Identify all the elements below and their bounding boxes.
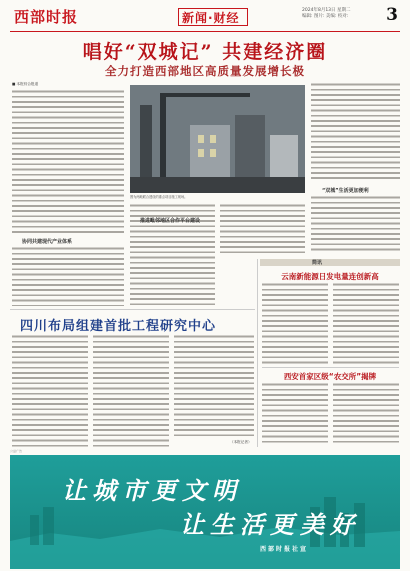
lead-subhead-3: “双城”生活更加便利 — [322, 188, 369, 194]
masthead — [10, 4, 400, 30]
ad-slogan-2: 让生活更美好 — [180, 510, 360, 539]
editor-credits: 编辑: 图片: 美编: 校对: — [302, 14, 349, 19]
lead-headline: 唱好“双城记” 共建经济圈 — [82, 41, 328, 63]
section-divider — [10, 309, 255, 310]
dateline — [302, 8, 382, 20]
ad-sponsor: 西部时报社宣 — [260, 546, 309, 553]
lead-column-3 — [220, 203, 305, 253]
brief-2-column-1 — [262, 382, 328, 446]
lead-column-1 — [12, 89, 124, 235]
brief-2-column-2 — [333, 382, 399, 446]
newspaper-logo: 西部时报 — [14, 8, 79, 26]
briefs-bar — [260, 259, 400, 266]
ad-tag: 公益广告 — [10, 449, 23, 453]
brief-1-title: 云南新能源日发电量连创新高 — [281, 272, 379, 281]
photo-caption: 图为两地联合建设的重点项目施工现场。 — [130, 195, 188, 199]
second-headline: 四川布局组建首批工程研究中心 — [20, 319, 217, 334]
construction-site-image — [130, 85, 305, 193]
page-number: 3 — [386, 5, 398, 25]
lead-column-4b — [311, 195, 400, 253]
lead-column-1b — [12, 246, 124, 306]
lead-photo — [130, 85, 305, 193]
lead-column-4 — [311, 82, 400, 182]
brief-1-column-1 — [262, 282, 328, 364]
second-column-1 — [12, 334, 88, 447]
brief-divider — [262, 367, 399, 368]
masthead-rule — [10, 31, 400, 32]
second-column-2 — [93, 334, 169, 447]
brief-1-column-2 — [333, 282, 399, 364]
issue-date: 2024年8月13日 星期二 — [302, 8, 351, 13]
second-column-3 — [174, 334, 254, 438]
lead-subheadline: 全力打造西部地区高质量发展增长极 — [105, 64, 305, 78]
public-service-ad — [10, 455, 400, 569]
lead-subhead-2: 推进毗邻地区合作平台建设 — [140, 218, 201, 224]
briefs-divider — [257, 259, 258, 447]
second-author: （本报记者） — [230, 440, 252, 444]
section-title: 新闻·财经 — [182, 11, 240, 25]
briefs-label: 简讯 — [312, 260, 323, 266]
lead-dateline: ■ 本报综合报道 — [12, 82, 39, 86]
ad-slogan-1: 让城市更文明 — [62, 476, 242, 505]
brief-2-title: 西安首家区级“农交所”揭牌 — [283, 372, 377, 381]
lead-subhead-1: 协同共建现代产业体系 — [22, 239, 73, 245]
